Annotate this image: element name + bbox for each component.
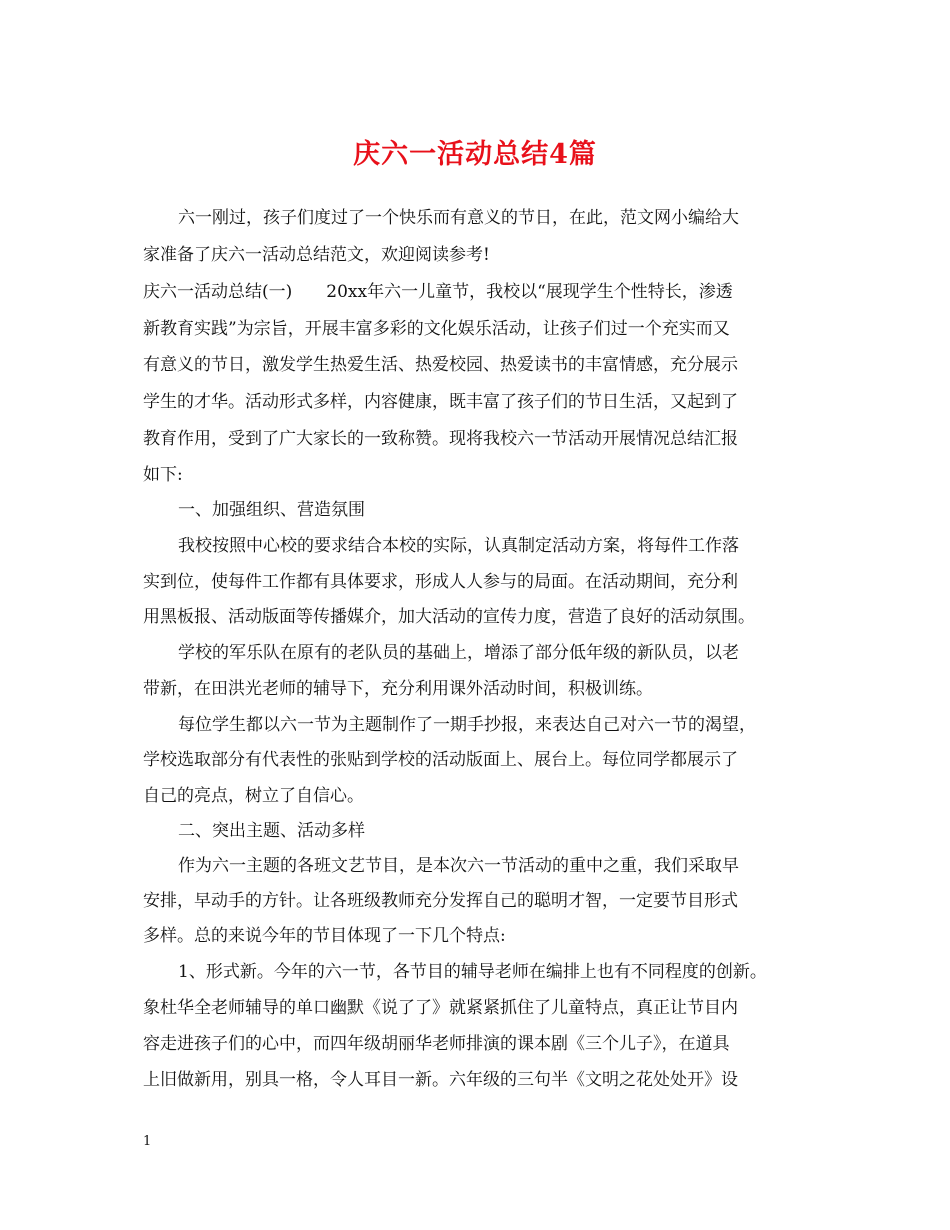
text-line: 1、形式新。今年的六一节，各节目的辅导老师在编排上也有不同程度的创新。 [178,962,767,982]
text-line: 学校的军乐队在原有的老队员的基础上，增添了部分低年级的新队员，以老 [178,643,739,663]
document-title: 庆六一活动总结4篇 [353,139,597,170]
text-line: 安排，早动手的方针。让各班级教师充分发挥自己的聪明才智，一定要节目形式 [143,891,738,911]
text-line: 有意义的节日，激发学生热爱生活、热爱校园、热爱读书的丰富情感，充分展示 [143,355,738,375]
text-line: 教育作用，受到了广大家长的一致称赞。现将我校六一节活动开展情况总结汇报 [143,429,738,449]
text-line: 实到位，使每件工作都有具体要求，形成人人参与的局面。在活动期间，充分利 [143,572,738,592]
text-line: 象杜华全老师辅导的单口幽默《说了了》就紧紧抓住了儿童特点，真正让节目内 [143,998,738,1018]
text-line: 如下: [143,465,183,485]
text-line: 作为六一主题的各班文艺节目，是本次六一节活动的重中之重，我们采取早 [178,856,739,876]
section-heading: 二、突出主题、活动多样 [178,821,365,841]
text-line: 多样。总的来说今年的节目体现了一下几个特点: [143,926,506,946]
text-line: 容走进孩子们的心中，而四年级胡丽华老师排演的课本剧《三个儿子》，在道具 [143,1034,730,1054]
page-number: 1 [143,1134,152,1149]
text-line: 每位学生都以六一节为主题制作了一期手抄报，来表达自己对六一节的渴望， [178,715,756,735]
text-line: 自己的亮点，树立了自信心。 [143,786,364,806]
text-line: 上旧做新用，别具一格，令人耳目一新。六年级的三句半《文明之花处处开》设 [143,1070,738,1090]
text-line: 六一刚过，孩子们度过了一个快乐而有意义的节日，在此，范文网小编给大 [178,208,739,228]
text-line: 我校按照中心校的要求结合本校的实际，认真制定活动方案，将每件工作落 [178,536,739,556]
text-line: 家准备了庆六一活动总结范文，欢迎阅读参考! [143,245,490,265]
section-heading: 一、加强组织、营造氛围 [178,500,365,520]
text-line: 带新，在田洪光老师的辅导下，充分利用课外活动时间，积极训练。 [143,679,653,699]
text-line: 学校选取部分有代表性的张贴到学校的活动版面上、展台上。每位同学都展示了 [143,750,738,770]
text-line: 庆六一活动总结(一) 20xx年六一儿童节，我校以“展现学生个性特长，渗透 [143,282,733,302]
text-line: 学生的才华。活动形式多样，内容健康，既丰富了孩子们的节日生活，又起到了 [143,392,738,412]
text-line: 新教育实践”为宗旨，开展丰富多彩的文化娱乐活动，让孩子们过一个充实而又 [143,319,730,339]
text-line: 用黑板报、活动版面等传播媒介，加大活动的宣传力度，营造了良好的活动氛围。 [143,607,755,627]
